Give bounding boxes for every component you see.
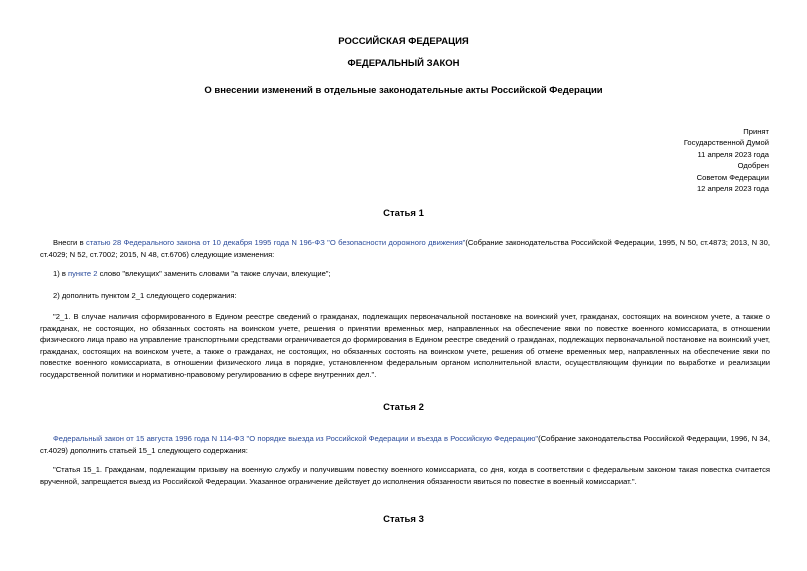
- article-1-item-1: [40, 268, 770, 280]
- adoption-line: 12 апреля 2023 года: [696, 184, 769, 194]
- point-2-link[interactable]: пункте 2: [68, 269, 98, 278]
- item-text: слово "влекущих" заменить словами "а также случаи, влекущие";: [97, 269, 331, 278]
- intro-text: Внесги в: [53, 238, 87, 247]
- adoption-line: Одобрен: [737, 161, 769, 171]
- adoption-line: 11 апреля 2023 года: [697, 149, 769, 159]
- article-2-heading: Статья 2: [383, 402, 424, 413]
- article-2-intro: [40, 433, 770, 456]
- law-114-link[interactable]: Федеральный закон от 15 августа 1996 года N 114-ФЗ "О порядке выезда из Российской Федерации и въезда в Российскую Федерацию": [53, 434, 539, 443]
- law-title: О внесении изменений в отдельные законодательные акты Российской Федерации: [204, 85, 603, 96]
- article-2-quote: "Статья 15_1. Гражданам, подлежащим призыву на военную службу и получившим повестку военного комиссариата, со дня, когда в соответствии с федеральным законом такая повестка считается врученной, запрещается выезд из Российской Федерации. Указанное ограничение действует до исполнения обязанности явиться по повестке в военный комиссариат.".: [40, 465, 770, 486]
- adoption-block: [684, 126, 769, 194]
- law-type-heading: ФЕДЕРАЛЬНЫЙ ЗАКОН: [347, 58, 460, 69]
- item-text: 1) в: [53, 269, 69, 278]
- law-196-link[interactable]: статью 28 Федерального закона от 10 декабря 1995 года N 196-ФЗ "О безопасности дорожного движения": [86, 238, 466, 247]
- article-1-intro: [40, 237, 770, 260]
- adoption-line: Государственной Думой: [683, 138, 769, 148]
- article-1-quote: "2_1. В случае наличия сформированного в Едином реестре сведений о гражданах, подлежащих первоначальной постановке на воинский учет, гражданах, состоящих на воинском учете, а также о гражданах, не состоящих, но обязанных состоять на воинском учете, решения о принятии временных мер, направленных на обеспечение явки по повестке военного комиссариата, в отношении физического лица право на управление транспортными средствами ограничивается до формирования в Едином реестре сведений о гражданах, подлежащих первоначальной постановке на воинский учет, гражданах, состоящих на воинском учете, а также о гражданах, не состоящих, но обязанных состоять на воинском учете, решения об отмене временных мер, направленных на обеспечение явки по повестке военного комиссариата, в отношении физического лица в порядке, установленном федеральным органом исполнительной власти, осуществляющим функции по выработке и реализации государственной политики и нормативно-правовому регулированию в сфере внутренних дел.".: [40, 312, 770, 379]
- country-heading: РОССИЙСКАЯ ФЕДЕРАЦИЯ: [338, 36, 469, 47]
- intro-text: (Собрание законодательства Российской Федерации, 1995, N 50, ст.4873; 2013, N 30, ст.4029; N 52, ст.7002; 2015, N 48, ст.6706) следующие изменения:: [40, 238, 770, 259]
- adoption-line: Советом Федерации: [696, 172, 769, 182]
- article-1-item-2: 2) дополнить пунктом 2_1 следующего содержания:: [53, 291, 237, 300]
- intro-text: (Собрание законодательства Российской Федерации, 1996, N 34, ст.4029) дополнить статьей 15_1 следующего содержания:: [40, 434, 770, 455]
- article-1-heading: Статья 1: [383, 208, 424, 219]
- adoption-line: Принят: [743, 127, 769, 136]
- article-3-heading: Статья 3: [383, 514, 424, 525]
